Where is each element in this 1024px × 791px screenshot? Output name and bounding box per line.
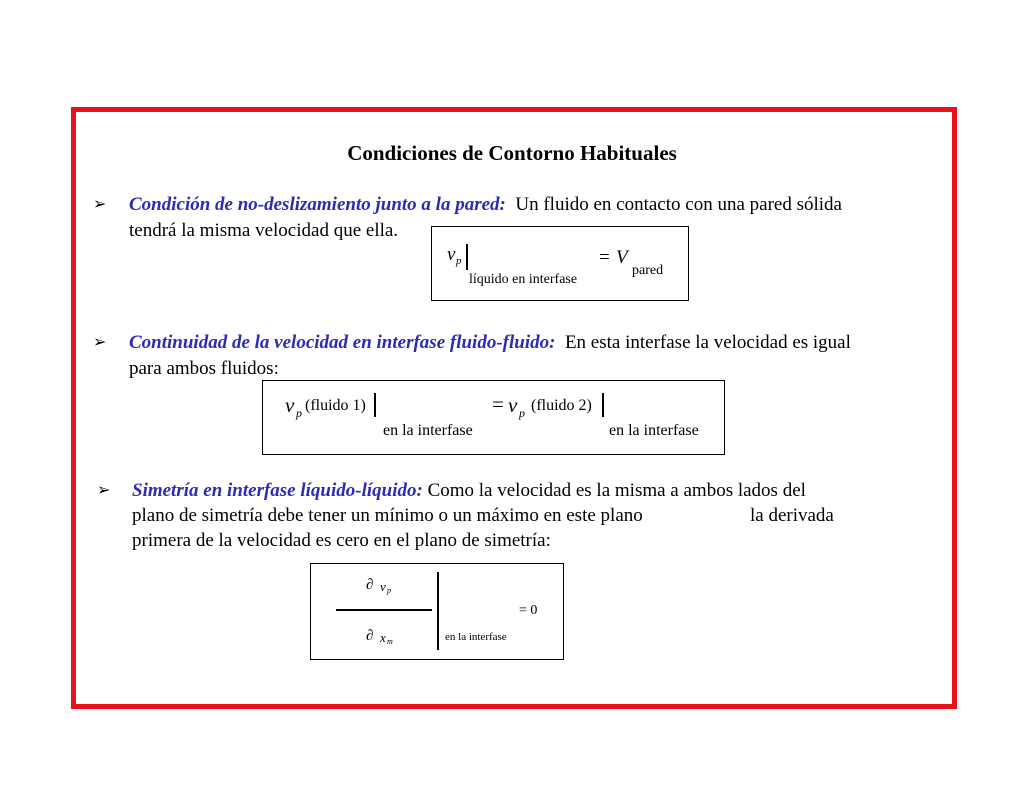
eq3-lower-label: en la interfase: [445, 631, 507, 643]
bullet-continuity-lead: Continuidad de la velocidad en interfase fluido-fluido:: [129, 332, 556, 353]
eq2-lower1: en la interfase: [383, 422, 473, 439]
eq1-sub-pared: pared: [632, 263, 664, 278]
eq2-v1: v: [285, 393, 295, 417]
bullet-no-slip: [129, 192, 919, 218]
bullet-continuity: [129, 330, 929, 356]
eq3-den-m: m: [387, 637, 393, 646]
bullet-continuity-line2: para ambos fluidos:: [129, 358, 279, 379]
bullet-symmetry-line3: primera de la velocidad es cero en el plano de simetría:: [132, 530, 551, 551]
equation-box-no-slip: [431, 226, 689, 301]
eq2-p2: p: [519, 406, 525, 420]
eq1-equals: =: [599, 247, 610, 268]
eq3-partial-num: ∂: [366, 577, 374, 593]
eq1-eval-bar: [466, 244, 468, 270]
bullet-arrow-icon: ➢: [93, 334, 107, 351]
bullet-no-slip-line2: tendrá la misma velocidad que ella.: [129, 220, 399, 241]
bullet-arrow-icon: ➢: [97, 482, 111, 499]
eq2-fluid2: (fluido 2): [531, 397, 592, 414]
eq2-equals: =: [492, 392, 504, 416]
bullet-arrow-icon: ➢: [93, 196, 107, 213]
bullet-continuity-text-line1: En esta interfase la velocidad es igual: [564, 332, 851, 353]
slide-title: Condiciones de Contorno Habituales: [347, 141, 677, 165]
bullet-no-slip-text-line1: Un fluido en contacto con una pared sólida: [515, 194, 842, 215]
eq3-partial-den: ∂: [366, 628, 374, 644]
bullet-no-slip-colon: :: [499, 194, 506, 215]
bullet-symmetry-text-line1: Como la velocidad es la misma a ambos lados del: [427, 480, 806, 501]
eq3-fraction-bar: [336, 609, 432, 611]
eq2-v2: v: [508, 393, 518, 417]
bullet-symmetry-lead: Simetría en interfase líquido-líquido:: [132, 480, 423, 501]
bullet-symmetry-line2b: la derivada: [750, 505, 834, 526]
bullet-symmetry-line2a: plano de simetría debe tener un mínimo o un máximo en este plano: [132, 505, 643, 526]
equation-box-continuity: [262, 380, 725, 455]
eq3-eval-bar: [437, 572, 439, 650]
eq2-eval-bar-2: [602, 393, 604, 417]
equation-box-symmetry: [310, 563, 564, 660]
eq3-den-x: x: [380, 630, 386, 645]
eq3-num-v: v: [380, 579, 386, 594]
bullet-no-slip-lead: Condición de no-deslizamiento junto a la pared: [129, 194, 500, 215]
eq2-p1: p: [296, 406, 302, 420]
eq1-v: v: [447, 244, 456, 265]
eq1-lower-label: líquido en interfase: [469, 272, 578, 287]
eq1-p: p: [456, 255, 462, 267]
eq1-V: V: [616, 247, 628, 268]
eq2-eval-bar-1: [374, 393, 376, 417]
eq2-lower2: en la interfase: [609, 422, 699, 439]
eq2-fluid1: (fluido 1): [305, 397, 366, 414]
bullet-symmetry: [132, 478, 922, 504]
eq3-num-p: p: [387, 586, 391, 595]
eq3-equals-zero: = 0: [519, 603, 538, 618]
